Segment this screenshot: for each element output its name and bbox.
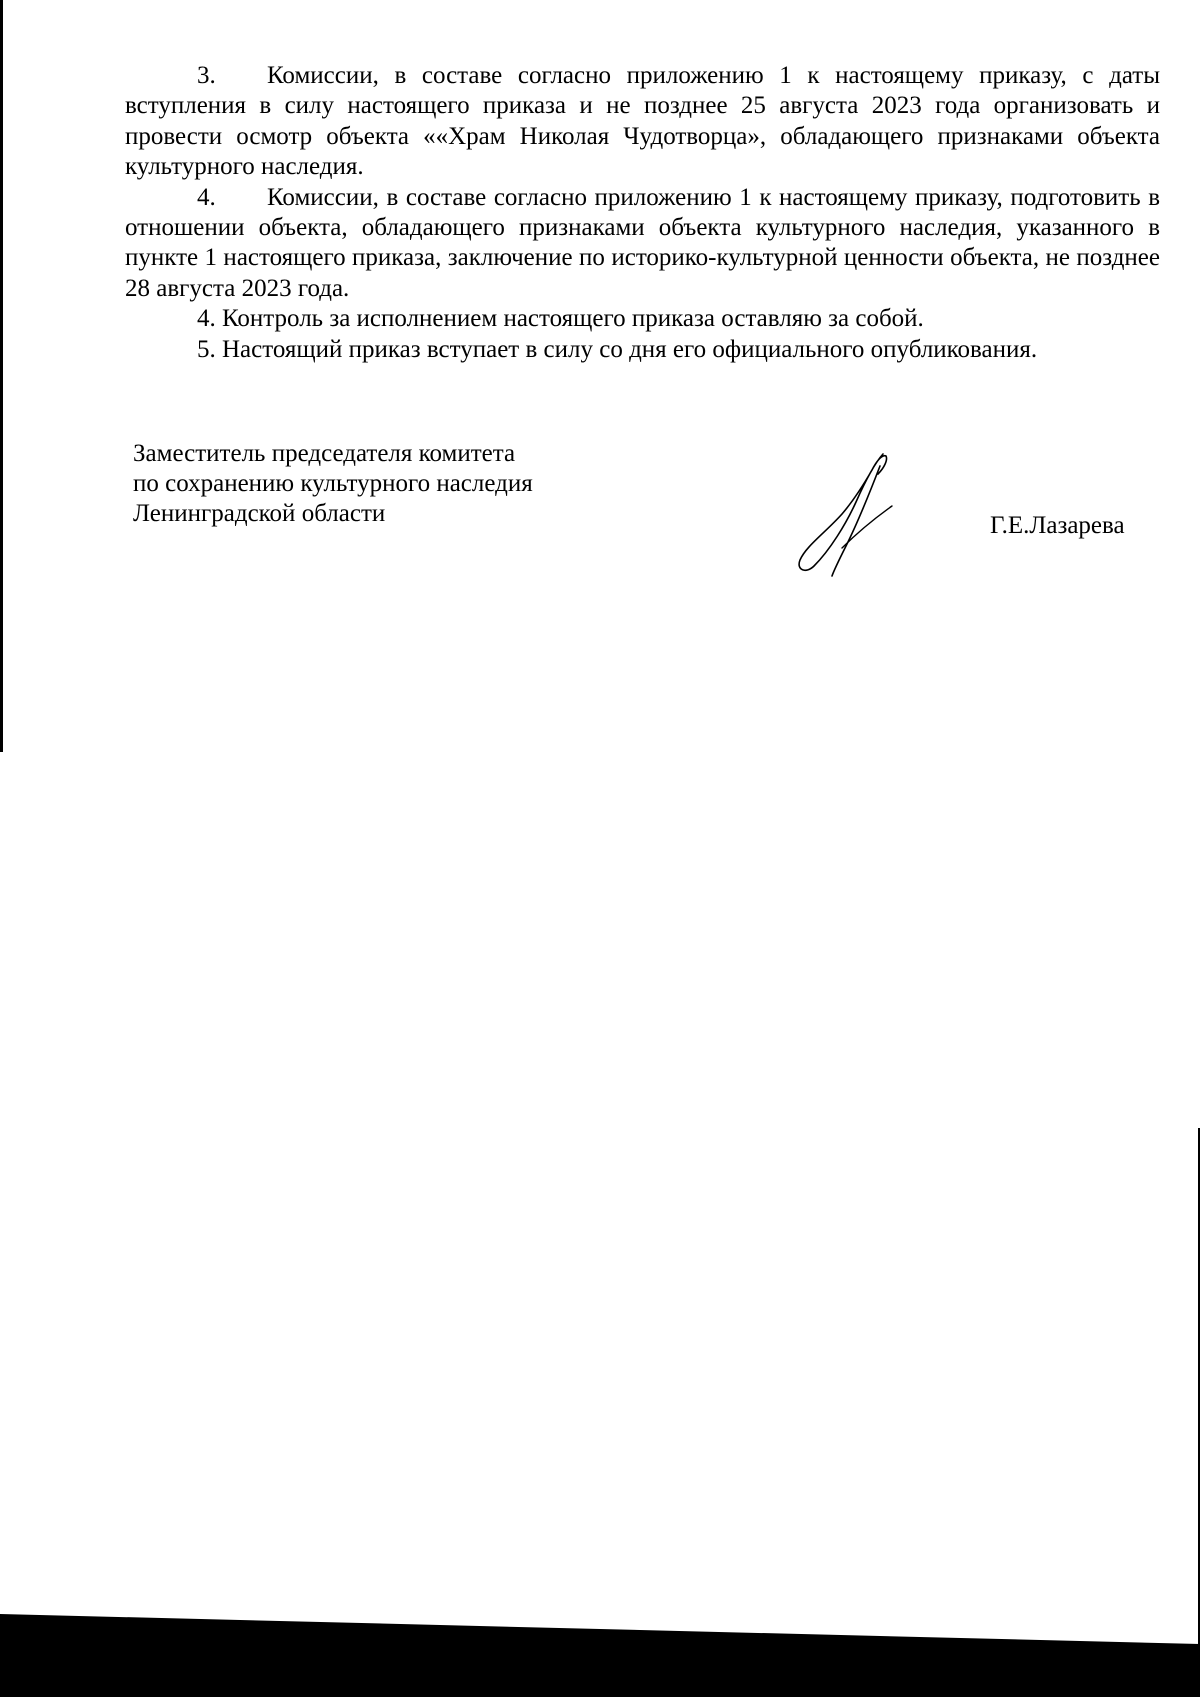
order-body [125,61,1160,365]
signatory-position [133,439,533,529]
paragraph-control: 4. Контроль за исполнением настоящего приказа оставляю за собой. [197,305,924,333]
handwritten-signature [790,450,900,580]
signatory-position-line-3: Ленинградской области [133,500,386,527]
paragraph-effective: 5. Настоящий приказ вступает в силу со дня его официального опубликования. [197,335,1038,363]
paragraph-4-number: 4. [197,183,216,211]
signatory-position-line-2: по сохранению культурного наследия [133,470,533,497]
paragraph-3-number: 3. [197,62,216,89]
signatory-position-line-1: Заместитель председателя комитета [133,440,516,467]
paragraph-3 [125,61,1160,183]
paragraph-3-text: Комиссии, в составе согласно приложению 1 к настоящему приказу, с даты вступления в силу настоящего приказа и не позднее 25 августа 2023 года организовать и провести осмотр объекта ««Храм Николая Чудотворца», обладающего признаками объекта культурного наследия. [125,62,1160,181]
signatory-name: Г.Е.Лазарева [990,512,1125,539]
paragraph-4 [125,183,1160,305]
paragraph-4-text: Комиссии, в составе согласно приложению 1 к настоящему приказу, подготовить в отношении объекта, обладающего признаками объекта культурного наследия, указанного в пункте 1 настоящего приказа, заключение по историко-культурной ценности объекта, не позднее 28 августа 2023 года. [125,183,1160,302]
